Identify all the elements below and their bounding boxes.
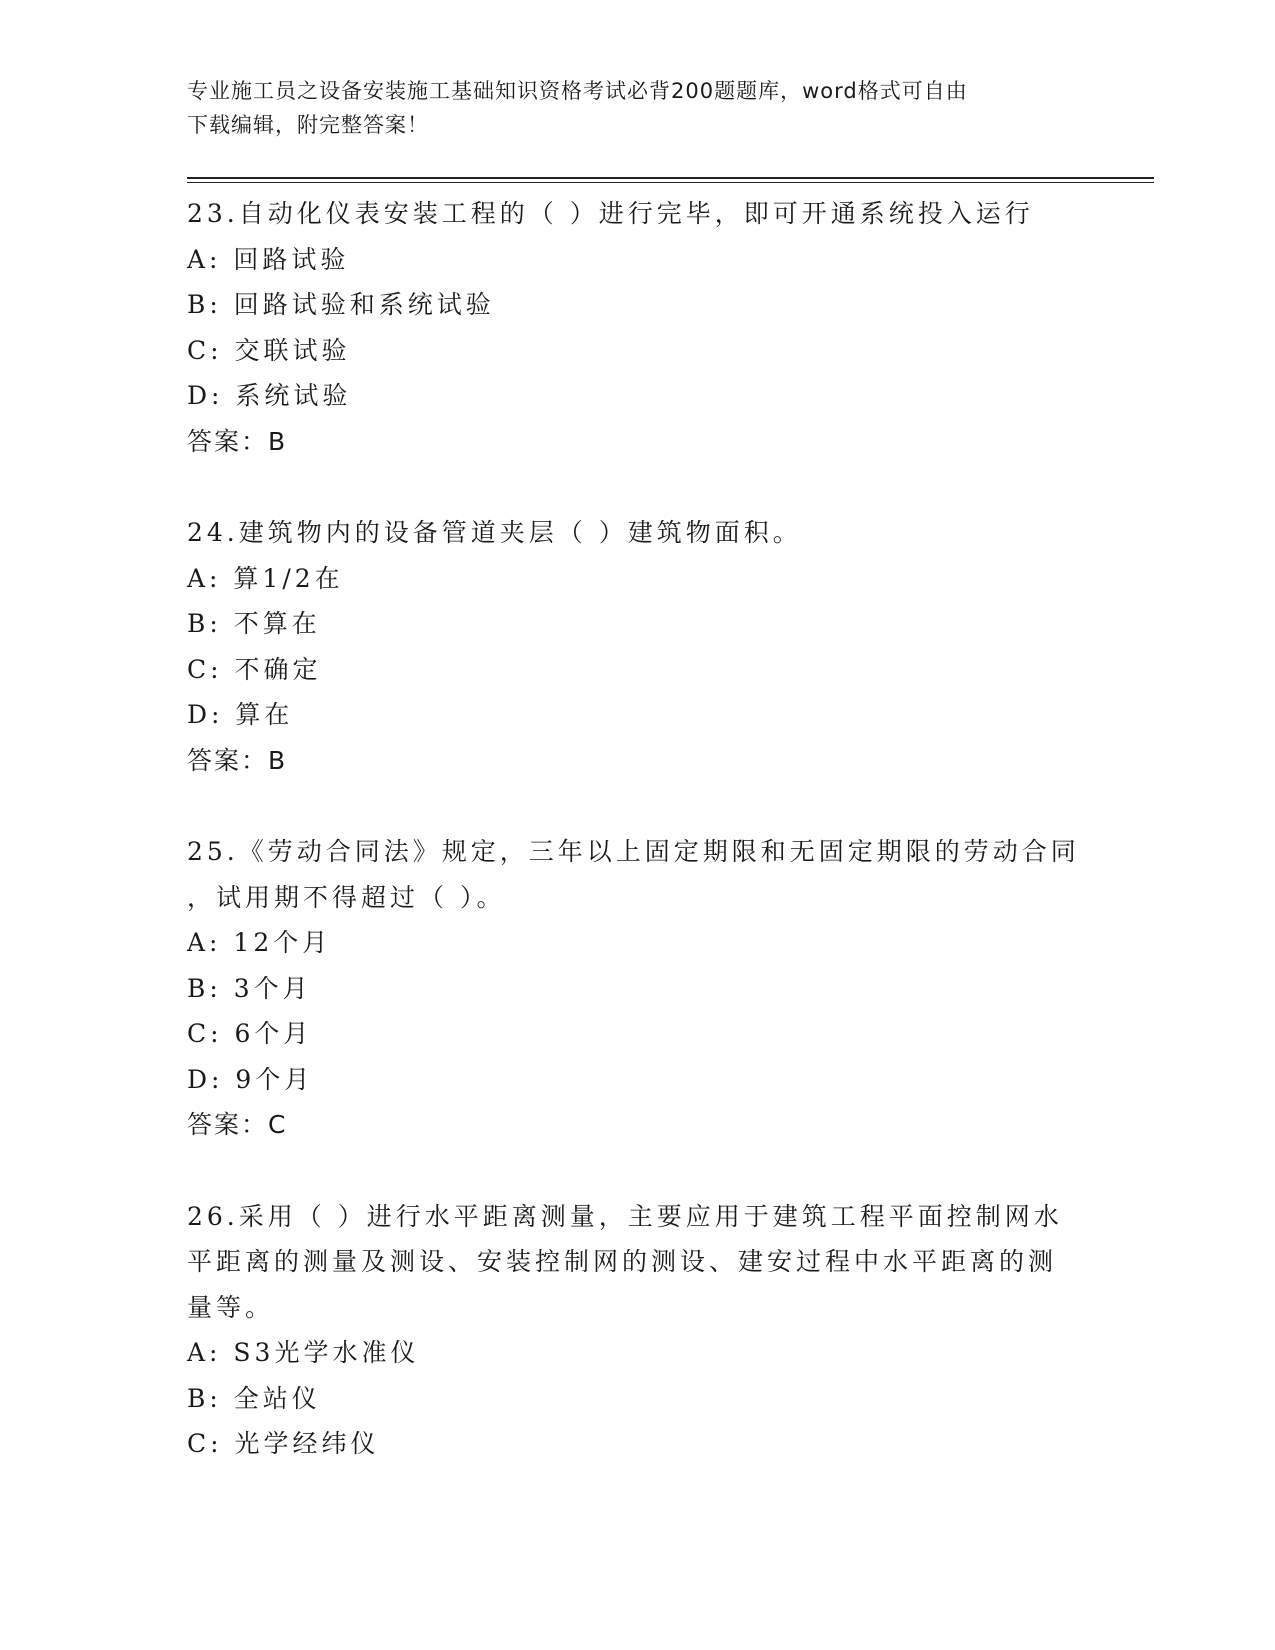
question-list (187, 191, 1087, 1467)
option-d: D: 9个月 (187, 1064, 314, 1094)
question-text: 25.《劳动合同法》规定，三年以上固定期限和无固定期限的劳动合同 (187, 837, 1080, 866)
document-header (187, 74, 1067, 142)
option-b: B: 不算在 (187, 609, 321, 638)
question-text-cont: ，试用期不得超过（ ）。 (187, 882, 506, 912)
option-a: A: 12个月 (187, 928, 332, 957)
question-23 (187, 191, 1087, 464)
option-a: A: 算1/2在 (187, 563, 344, 593)
question-text: 26.采用（ ）进行水平距离测量，主要应用于建筑工程平面控制网水 (187, 1201, 1063, 1231)
option-a: A: S3光学水准仪 (187, 1338, 420, 1367)
question-text: 24.建筑物内的设备管道夹层（ ）建筑物面积。 (187, 518, 802, 547)
option-b: B: 回路试验和系统试验 (187, 290, 495, 319)
option-c: C: 光学经纬仪 (187, 1429, 380, 1458)
option-c: C: 不确定 (187, 654, 322, 684)
question-text: 23.自动化仪表安装工程的（ ）进行完毕，即可开通系统投入运行 (187, 199, 1034, 228)
question-text-cont: 量等。 (187, 1292, 275, 1322)
question-24 (187, 510, 1087, 783)
header-divider-thin (187, 182, 1154, 183)
option-a: A: 回路试验 (187, 244, 350, 274)
header-line-2: 下载编辑，附完整答案！ (187, 113, 429, 137)
answer: 答案：B (187, 745, 288, 775)
option-c: C: 交联试验 (187, 335, 351, 365)
option-c: C: 6个月 (187, 1019, 313, 1048)
option-d: D: 系统试验 (187, 381, 352, 410)
option-b: B: 全站仪 (187, 1383, 321, 1413)
header-divider-thick (187, 177, 1154, 179)
header-line-1: 专业施工员之设备安装施工基础知识资格考试必背200题题库，word格式可自由 (187, 79, 968, 103)
question-26 (187, 1194, 1087, 1467)
answer: 答案：B (187, 426, 288, 456)
option-b: B: 3个月 (187, 973, 312, 1003)
option-d: D: 算在 (187, 700, 294, 729)
answer: 答案：C (187, 1110, 288, 1139)
question-25 (187, 829, 1087, 1148)
question-text-cont: 平距离的测量及测设、安装控制网的测设、建安过程中水平距离的测 (187, 1247, 1058, 1276)
